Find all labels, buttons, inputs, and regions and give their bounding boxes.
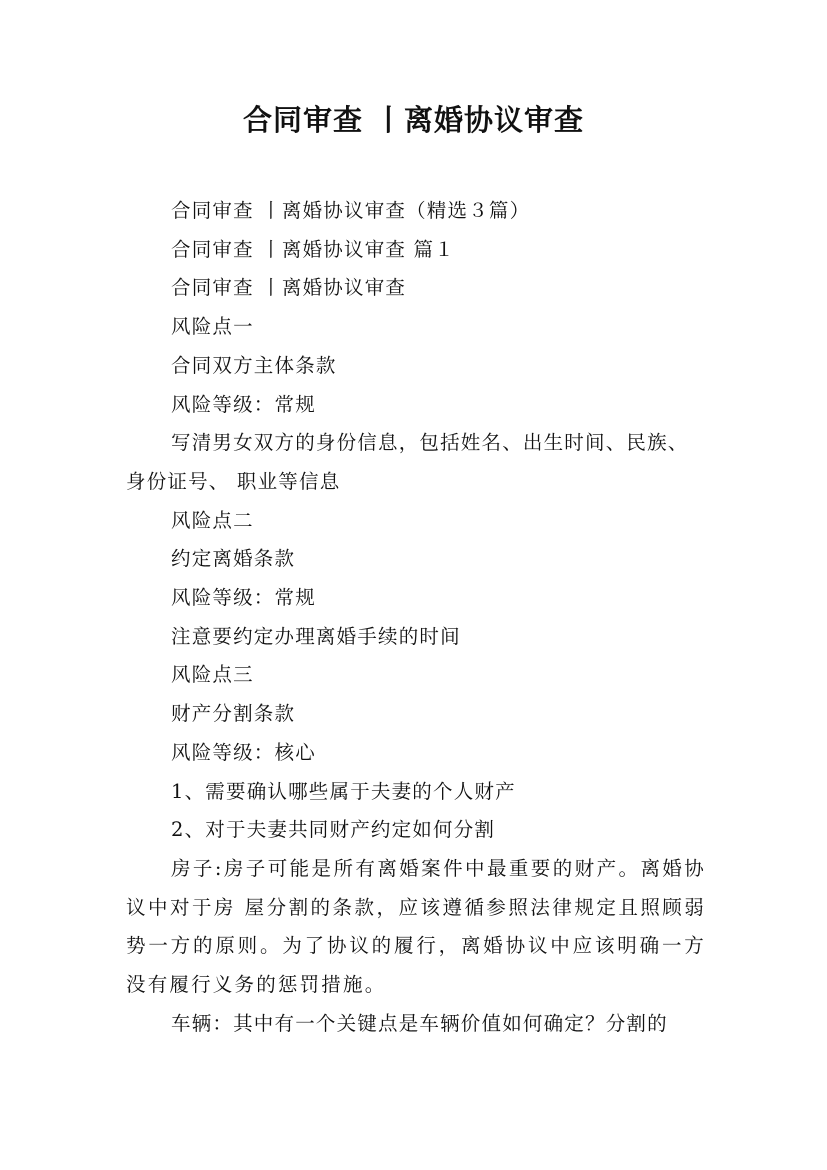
paragraph-divorce-time: 注意要约定办理离婚手续的时间 xyxy=(171,624,461,648)
paragraph-identity-info: 写清男女双方的身份信息，包括姓名、出生时间、民族、身份证号、 职业等信息 xyxy=(126,431,689,493)
paragraph-clause-property: 财产分割条款 xyxy=(171,702,296,726)
paragraph-item-1: 1、需要确认哪些属于夫妻的个人财产 xyxy=(171,779,516,803)
paragraph-risk-level-2: 风险等级：常规 xyxy=(171,586,316,610)
paragraph-house: 房子:房子可能是所有离婚案件中最重要的财产。离婚协议中对于房 屋分割的条款，应该遵循参照法律规定且照顾弱势一方的原则。为了协议的履行，离婚协议中应该明确一方没有履行义务的惩罚措施。 xyxy=(126,856,706,997)
paragraph-vehicle: 车辆：其中有一个关键点是车辆价值如何确定？分割的 xyxy=(171,1011,668,1035)
paragraph-risk-level-1: 风险等级：常规 xyxy=(171,392,316,416)
document-body xyxy=(126,192,706,1043)
paragraph-heading-selected: 合同审查 丨离婚协议审查（精选３篇） xyxy=(171,199,531,222)
paragraph-item-2: 2、对于夫妻共同财产约定如何分割 xyxy=(171,818,496,842)
paragraph-subtitle: 合同审查 丨离婚协议审查 xyxy=(171,276,407,300)
paragraph-clause-divorce: 约定离婚条款 xyxy=(171,547,296,571)
paragraph-risk-point-1: 风险点一 xyxy=(171,315,254,339)
paragraph-risk-level-3: 风险等级：核心 xyxy=(171,740,316,764)
document-title: 合同审查 丨离婚协议审查 xyxy=(242,103,585,137)
paragraph-article-1: 合同审查 丨离婚协议审查 篇１ xyxy=(171,237,455,261)
paragraph-clause-parties: 合同双方主体条款 xyxy=(171,353,337,377)
paragraph-risk-point-3: 风险点三 xyxy=(171,663,254,687)
paragraph-risk-point-2: 风险点二 xyxy=(171,508,254,532)
